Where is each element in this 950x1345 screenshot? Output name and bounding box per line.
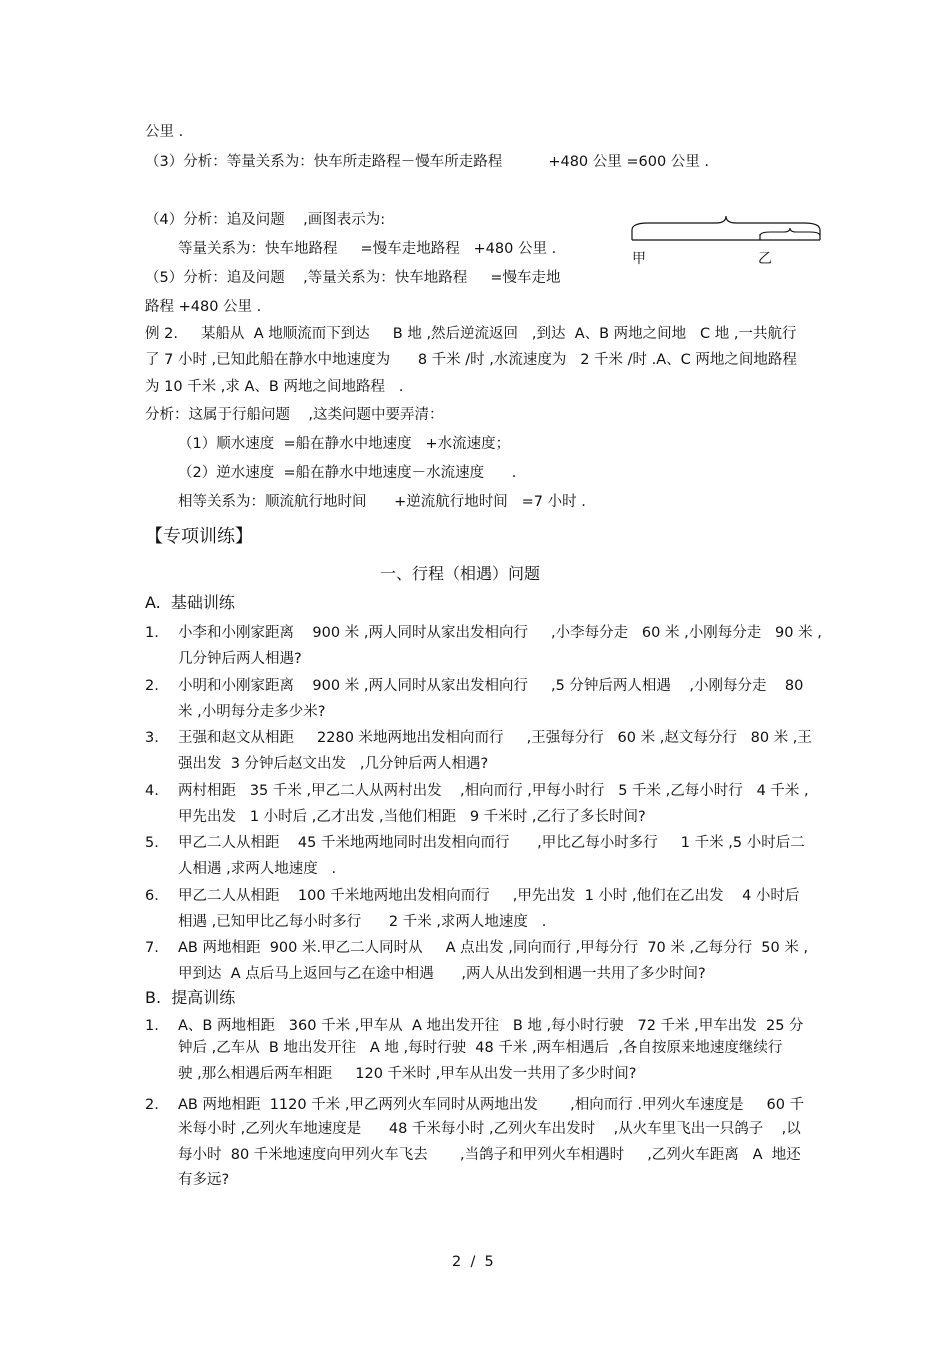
item-text: 小明和小刚家距离 900 米 ,两人同时从家出发相向行 ,5 分钟后两人相遇 ,小刚每分走 80 — [178, 678, 804, 694]
text-line: （2）逆水速度 =船在静水中地速度－水流速度 . — [178, 465, 517, 481]
item-text: 甲乙二人从相距 100 千米地两地出发相向而行 ,甲先出发 1 小时 ,他们在乙出发 4 小时后 — [178, 888, 800, 904]
text-line: 分析：这属于行船问题 ,这类问题中要弄清： — [145, 407, 444, 423]
item-number: 1. — [145, 1018, 159, 1034]
item-number: 7. — [145, 940, 159, 956]
item-number: 3. — [145, 730, 159, 746]
item-text: AB 两地相距 900 米.甲乙二人同时从 A 点出发 ,同向而行 ,甲每分行 70 米 ,乙每分行 50 米 , — [178, 940, 809, 956]
item-text: 米每小时 ,乙列火车地速度是 48 千米每小时 ,乙列火车出发时 ,从火车里飞出一只鸽子 ,以 — [178, 1121, 801, 1137]
item-text: 驶 ,那么相遇后两车相距 120 千米时 ,甲车从出发一共用了多少时间? — [178, 1066, 637, 1082]
item-text: 强出发 3 分钟后赵文出发 ,几分钟后两人相遇? — [178, 756, 489, 772]
subsection-a-title: A. 基础训练 — [145, 593, 235, 612]
item-number: 2. — [145, 1097, 159, 1113]
page-number: 2 / 5 — [452, 1254, 494, 1270]
text-line: 路程 +480 公里 . — [145, 299, 262, 315]
item-number: 4. — [145, 783, 159, 799]
item-number: 5. — [145, 835, 159, 851]
item-text: 两村相距 35 千米 ,甲乙二人从两村出发 ,相向而行 ,甲每小时行 5 千米 ,乙每小时行 4 千米 , — [178, 783, 809, 799]
text-line: 了 7 小时 ,已知此船在静水中地速度为 8 千米 /时 ,水流速度为 2 千米 /时 .A、C 两地之间地路程 — [145, 352, 797, 368]
label-jia: 甲 — [632, 251, 646, 267]
total-brace — [632, 216, 820, 230]
item-text: 相遇 ,已知甲比乙每小时多行 2 千米 ,求两人地速度 . — [178, 914, 547, 930]
section-title: 一、行程（相遇）问题 — [380, 564, 541, 583]
item-text: 小李和小刚家距离 900 米 ,两人同时从家出发相向行 ,小李每分走 60 米 ,小刚每分走 90 米 , — [178, 625, 822, 641]
text-line: （4）分析：追及问题 ,画图表示为: — [145, 212, 386, 228]
label-yi: 乙 — [758, 251, 772, 267]
item-text: A、B 两地相距 360 千米 ,甲车从 A 地出发开往 B 地 ,每小时行驶 72 千米 ,甲车出发 25 分 — [178, 1018, 804, 1034]
item-number: 2. — [145, 678, 159, 694]
item-text: 甲到达 A 点后马上返回与乙在途中相遇 ,两人从出发到相遇一共用了多少时间? — [178, 966, 706, 982]
text-line: （3）分析：等量关系为：快车所走路程－慢车所走路程 +480 公里 =600 公里 . — [145, 154, 710, 170]
chase-diagram — [628, 214, 824, 270]
item-number: 1. — [145, 625, 159, 641]
text-line: （5）分析：追及问题 ,等量关系为：快车地路程 =慢车走地 — [145, 270, 561, 286]
item-text: 有多远? — [178, 1172, 230, 1188]
subsection-b-title: B. 提高训练 — [145, 988, 236, 1007]
item-text: 几分钟后两人相遇? — [178, 651, 302, 667]
item-text: 王强和赵文从相距 2280 米地两地出发相向而行 ,王强每分行 60 米 ,赵文每分行 80 米 ,王 — [178, 730, 812, 746]
text-line: 为 10 千米 ,求 A、B 两地之间地路程 . — [145, 379, 404, 395]
item-text: 米 ,小明每分走多少米? — [178, 704, 326, 720]
gap-brace — [760, 228, 820, 236]
item-number: 6. — [145, 888, 159, 904]
item-text: 甲乙二人从相距 45 千米地两地同时出发相向而行 ,甲比乙每小时多行 1 千米 ,5 小时后二 — [178, 835, 805, 851]
training-heading: 【专项训练】 — [145, 526, 253, 547]
text-line: 等量关系为：快车地路程 =慢车走地路程 +480 公里 . — [178, 241, 557, 257]
item-text: 甲先出发 1 小时后 ,乙才出发 ,当他们相距 9 千米时 ,乙行了多长时间? — [178, 809, 646, 825]
item-text: 每小时 80 千米地速度向甲列火车飞去 ,当鸽子和甲列火车相遇时 ,乙列火车距离 A 地还 — [178, 1147, 801, 1163]
item-text: AB 两地相距 1120 千米 ,甲乙两列火车同时从两地出发 ,相向而行 .甲列火车速度是 60 千 — [178, 1097, 805, 1113]
item-text: 人相遇 ,求两人地速度 . — [178, 861, 337, 877]
text-line: 例 2. 某船从 A 地顺流而下到达 B 地 ,然后逆流返回 ,到达 A、B 两地之间地 C 地 ,一共航行 — [145, 326, 797, 342]
text-line: 相等关系为：顺流航行地时间 +逆流航行地时间 =7 小时 . — [178, 494, 586, 510]
text-line: （1）顺水速度 =船在静水中地速度 +水流速度； — [178, 436, 511, 452]
item-text: 钟后 ,乙车从 B 地出发开往 A 地 ,每时行驶 48 千米 ,两车相遇后 ,各自按原来地速度继续行 — [178, 1040, 783, 1056]
text-line: 公里 . — [145, 124, 184, 140]
